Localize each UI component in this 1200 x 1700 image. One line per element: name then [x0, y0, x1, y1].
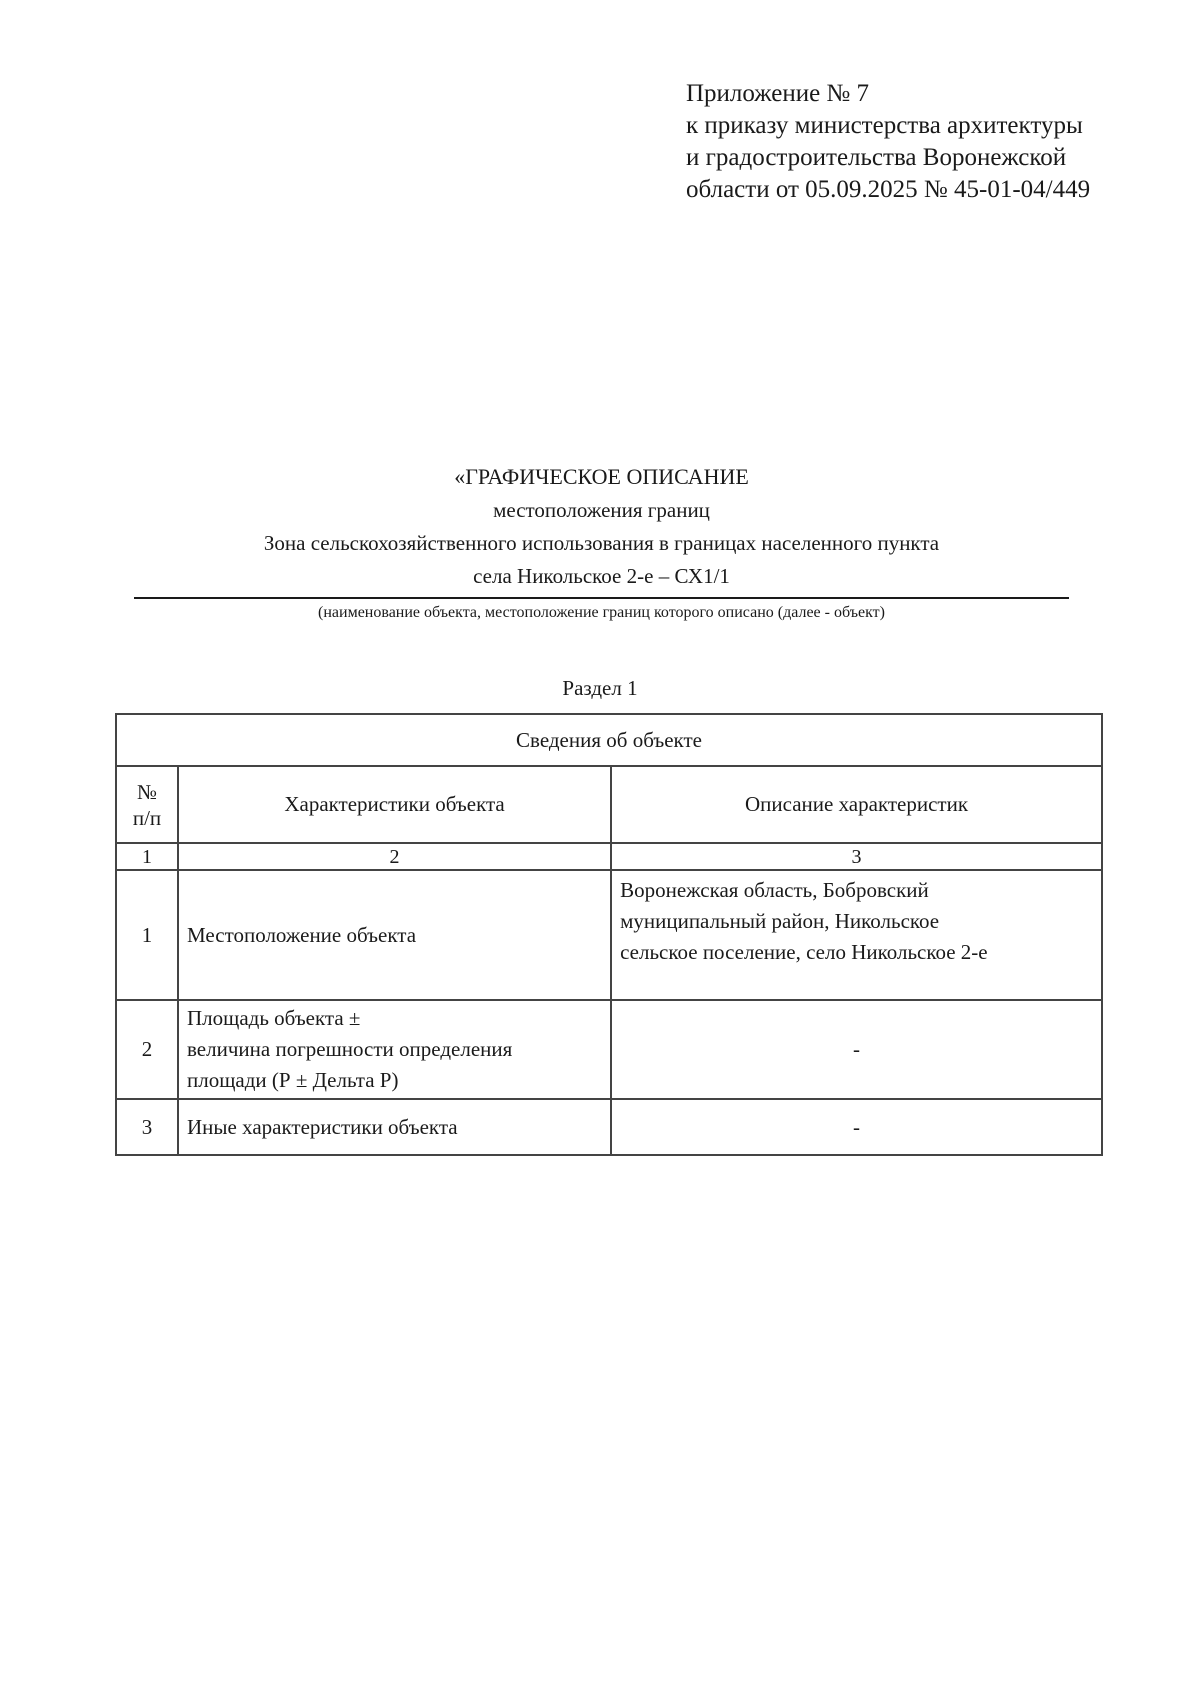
column-index: 1 — [116, 843, 178, 870]
row-number: 3 — [116, 1099, 178, 1155]
row-number: 2 — [116, 1000, 178, 1099]
description-line: муниципальный район, Никольское — [620, 909, 940, 933]
object-name-line: Зона сельскохозяйственного использования в границах населенного пункта — [263, 531, 940, 555]
appendix-line: области от 05.09.2025 № 45-01-04/449 — [686, 176, 1091, 203]
column-index: 3 — [611, 843, 1102, 870]
row-number: 1 — [116, 870, 178, 1000]
header-number — [116, 766, 178, 843]
section-label: Раздел 1 — [562, 676, 638, 700]
appendix-reference — [686, 78, 1090, 206]
table-caption: Сведения об объекте — [116, 714, 1102, 766]
row-characteristic — [178, 1099, 611, 1155]
column-index-row — [116, 843, 1102, 870]
object-info-table — [115, 713, 1103, 1156]
characteristic-line: Местоположение объекта — [187, 922, 417, 947]
header-number-symbol: № — [136, 779, 158, 804]
table-caption-row — [116, 714, 1102, 766]
row-description — [611, 870, 1102, 1000]
object-name-line: села Никольское 2-е – СХ1/1 — [473, 564, 730, 588]
description-line: - — [853, 1114, 861, 1139]
characteristic-line: Иные характеристики объекта — [187, 1114, 458, 1139]
object-name-caption: (наименование объекта, местоположение границ которого описано (далее - объект) — [318, 604, 885, 621]
row-description — [611, 1099, 1102, 1155]
header-description: Описание характеристик — [611, 766, 1102, 843]
description-line: - — [853, 1037, 861, 1061]
characteristic-line: величина погрешности определения — [187, 1037, 513, 1061]
characteristic-line: Площадь объекта ± — [187, 1006, 361, 1030]
document-title-block — [134, 462, 1069, 624]
row-characteristic — [178, 1000, 611, 1099]
table-row — [116, 870, 1102, 1000]
table-row — [116, 1000, 1102, 1099]
underline-rule — [134, 597, 1069, 599]
table-row — [116, 1099, 1102, 1155]
table-header-row — [116, 766, 1102, 843]
row-characteristic — [178, 870, 611, 1000]
document-subtitle: местоположения границ — [493, 498, 710, 522]
header-number-abbr: п/п — [132, 805, 162, 830]
description-line: сельское поселение, село Никольское 2-е — [620, 940, 988, 964]
header-characteristics: Характеристики объекта — [178, 766, 611, 843]
column-index: 2 — [178, 843, 611, 870]
appendix-line: и градостроительства Воронежской — [686, 144, 1067, 171]
row-description — [611, 1000, 1102, 1099]
appendix-line: к приказу министерства архитектуры — [686, 112, 1083, 139]
appendix-line: Приложение № 7 — [686, 80, 870, 107]
characteristic-line: площади (Р ± Дельта Р) — [187, 1068, 399, 1092]
document-title: «ГРАФИЧЕСКОЕ ОПИСАНИЕ — [454, 464, 749, 489]
description-line: Воронежская область, Бобровский — [620, 878, 929, 902]
